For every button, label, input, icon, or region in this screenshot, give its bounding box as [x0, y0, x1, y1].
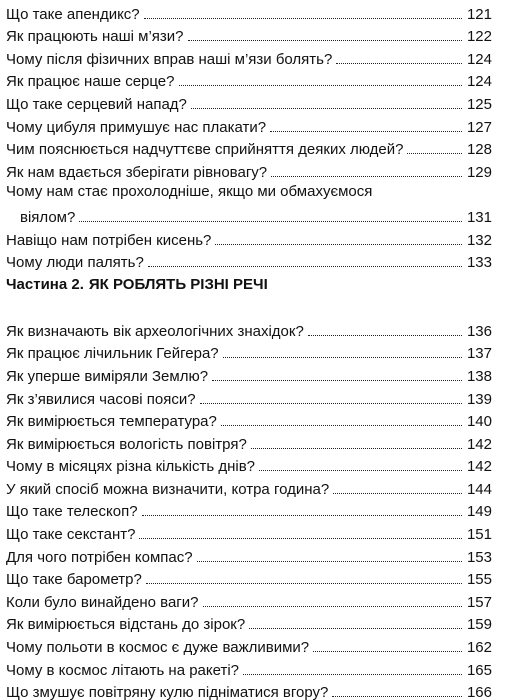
toc-entry	[6, 453, 492, 476]
dot-leader	[215, 244, 462, 245]
dot-leader	[243, 674, 462, 675]
dot-leader	[179, 85, 463, 86]
dot-leader	[270, 131, 462, 132]
toc-entry	[6, 362, 492, 385]
toc-entry	[6, 317, 492, 340]
toc-entry	[6, 475, 492, 498]
dot-leader	[407, 153, 462, 154]
toc-entry-title: Чому цибуля примушує нас плакати?	[6, 118, 267, 136]
toc-entry-title: Що таке серцевий напад?	[6, 95, 187, 113]
toc-page-number: 151	[466, 526, 492, 544]
dot-leader	[313, 651, 462, 652]
toc-page-number: 139	[466, 390, 492, 408]
toc-entry-title: Як працює наше серце?	[6, 73, 175, 91]
toc-page-number: 153	[466, 548, 492, 566]
toc-page-number: 142	[466, 458, 492, 476]
toc-entry-title: Як вимірюється відстань до зірок?	[6, 616, 246, 634]
toc-entry	[6, 588, 492, 611]
toc-page-number: 149	[466, 503, 492, 521]
dot-leader	[148, 266, 462, 267]
dot-leader	[200, 403, 462, 404]
toc-entry-title: Як вимірюється вологість повітря?	[6, 435, 247, 453]
dot-leader	[188, 40, 462, 41]
toc-entry-title: Що таке секстант?	[6, 526, 136, 544]
toc-page-number: 162	[466, 639, 492, 657]
toc-entry	[6, 249, 492, 272]
toc-page-number: 124	[466, 73, 492, 91]
toc-page-number: 133	[466, 254, 492, 272]
toc-entry-title: Як уперше виміряли Землю?	[6, 367, 209, 385]
toc-page-number: 129	[466, 163, 492, 181]
toc-entry	[6, 340, 492, 363]
toc-entry-title: Що таке телескоп?	[6, 503, 138, 521]
toc-entry-continuation	[6, 203, 492, 226]
part-heading	[6, 271, 492, 293]
toc-entry	[6, 543, 492, 566]
toc-entry	[6, 23, 492, 46]
dot-leader	[249, 628, 462, 629]
dot-leader	[332, 696, 462, 697]
toc-page-number: 140	[466, 413, 492, 431]
toc-entry-title: Чим пояснюється надчуттєве сприйняття деяких людей?	[6, 141, 404, 159]
part-label: Частина 2.	[6, 276, 84, 294]
toc-page-number: 166	[466, 684, 492, 700]
dot-leader	[221, 425, 462, 426]
toc-page-number: 144	[466, 480, 492, 498]
toc-entry	[6, 498, 492, 521]
dot-leader	[142, 515, 462, 516]
toc-entry	[6, 68, 492, 91]
toc-entry	[6, 113, 492, 136]
toc-entry	[6, 90, 492, 113]
toc-entry-title: Чому в космос літають на ракеті?	[6, 661, 240, 679]
toc-entry	[6, 566, 492, 589]
toc-entry-title: Як працюють наші м’язи?	[6, 28, 184, 46]
toc-page-number: 165	[466, 661, 492, 679]
dot-leader	[203, 606, 463, 607]
toc-page-number: 122	[466, 28, 492, 46]
toc-page-number: 128	[466, 141, 492, 159]
dot-leader	[139, 538, 462, 539]
toc-entry-title: Як працює лічильник Гейгера?	[6, 345, 219, 363]
toc-entry-title: Що змушує повітряну кулю підніматися вгору?	[6, 684, 329, 700]
toc-entry-title: Чому в місяцях різна кількість днів?	[6, 458, 256, 476]
toc-page-number: 127	[466, 118, 492, 136]
toc-entry	[6, 656, 492, 679]
toc-entry-title: Чому нам стає прохолодніше, якщо ми обмахуємося	[6, 182, 373, 200]
toc-entry	[6, 0, 492, 23]
toc-entry-title: Навіщо нам потрібен кисень?	[6, 231, 212, 249]
toc-page-number: 124	[466, 50, 492, 68]
dot-leader	[146, 583, 462, 584]
dot-leader	[212, 380, 462, 381]
toc-entry-title: Чому люди палять?	[6, 254, 144, 272]
toc-entry-title: Коли було винайдено ваги?	[6, 593, 199, 611]
toc-page-number: 137	[466, 345, 492, 363]
toc-page-number: 132	[466, 231, 492, 249]
dot-leader	[144, 18, 462, 19]
toc-entry-title: Що таке барометр?	[6, 571, 142, 589]
dot-leader	[197, 561, 462, 562]
toc-entry-title-continued: віялом?	[20, 208, 76, 226]
toc-entry-title: Чому польоти в космос є дуже важливими?	[6, 639, 310, 657]
dot-leader	[251, 448, 462, 449]
dot-leader	[308, 335, 462, 336]
toc-page-number: 157	[466, 593, 492, 611]
toc-entry	[6, 611, 492, 634]
toc-page-number: 138	[466, 367, 492, 385]
toc-entry-title: Що таке апендикс?	[6, 5, 140, 23]
toc-page-number: 155	[466, 571, 492, 589]
dot-leader	[336, 63, 462, 64]
dot-leader	[333, 493, 462, 494]
table-of-contents	[6, 0, 492, 700]
toc-entry	[6, 181, 492, 226]
toc-entry	[6, 226, 492, 249]
toc-page-number: 136	[466, 322, 492, 340]
toc-entry	[6, 633, 492, 656]
dot-leader	[259, 470, 462, 471]
toc-page-number: 142	[466, 435, 492, 453]
toc-entry	[6, 430, 492, 453]
toc-entry-title: Чому після фізичних вправ наші м’язи болять?	[6, 50, 333, 68]
toc-entry-title: Як вимірюється температура?	[6, 413, 217, 431]
dot-leader	[223, 357, 462, 358]
toc-entry-title: Як нам вдається зберігати рівновагу?	[6, 163, 268, 181]
toc-page-number: 121	[466, 5, 492, 23]
toc-entry-title: Як з’явилися часові пояси?	[6, 390, 196, 408]
toc-page-number: 125	[466, 95, 492, 113]
toc-entry	[6, 158, 492, 181]
toc-entry	[6, 45, 492, 68]
toc-page-number: 131	[466, 208, 492, 226]
toc-entry-title: Для чого потрібен компас?	[6, 548, 193, 566]
dot-leader	[79, 221, 462, 222]
toc-entry	[6, 136, 492, 159]
toc-entry-title: Як визначають вік археологічних знахідок?	[6, 322, 304, 340]
toc-entry-title: У який спосіб можна визначити, котра година?	[6, 480, 330, 498]
dot-leader	[271, 176, 462, 177]
dot-leader	[191, 108, 462, 109]
toc-entry	[6, 385, 492, 408]
toc-entry	[6, 679, 492, 700]
toc-entry	[6, 408, 492, 431]
part-name: ЯК РОБЛЯТЬ РІЗНІ РЕЧІ	[88, 276, 268, 294]
toc-page-number: 159	[466, 616, 492, 634]
toc-entry	[6, 520, 492, 543]
